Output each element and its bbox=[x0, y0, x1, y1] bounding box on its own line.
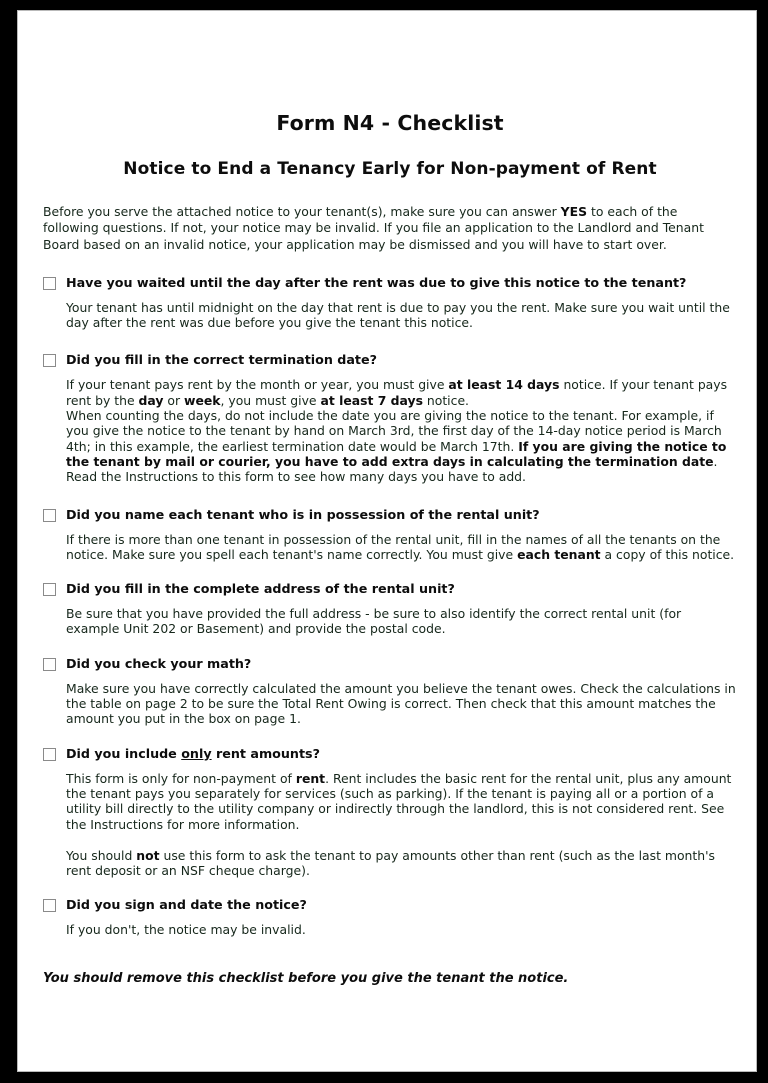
checklist-body-1 bbox=[66, 290, 737, 331]
text-run: a copy of this notice. bbox=[600, 546, 735, 562]
text-run: rent amounts? bbox=[211, 745, 320, 761]
document-content bbox=[43, 11, 737, 987]
checklist-item-sign-and-date[interactable] bbox=[43, 897, 737, 937]
checklist-body-paragraph bbox=[66, 367, 737, 408]
checklist-body-4 bbox=[66, 596, 737, 637]
checklist-body-paragraph: Make sure you have correctly calculated the amount you believe the tenant owes. Check the calculations in the table on page 2 to be sure the Total Rent Owing is correct. Then check that this amount matches the amount you put in the box on page 1. bbox=[66, 680, 736, 727]
text-run-bold: each tenant bbox=[517, 546, 601, 562]
checkbox-icon-item-4[interactable] bbox=[43, 583, 56, 596]
checkbox-icon-item-7[interactable] bbox=[43, 899, 56, 912]
intro-emphasis-yes: YES bbox=[560, 204, 588, 219]
checklist-body-paragraph bbox=[66, 761, 737, 832]
checklist-body-paragraph bbox=[66, 832, 737, 879]
text-run-bold: at least 7 days bbox=[320, 392, 423, 408]
checklist-item-name-each-tenant[interactable] bbox=[43, 507, 737, 563]
checklist-question-1: Have you waited until the day after the rent was due to give this notice to the tenant? bbox=[66, 274, 687, 290]
page-subtitle: Notice to End a Tenancy Early for Non-payment of Rent bbox=[123, 159, 657, 179]
checklist-item-complete-address[interactable] bbox=[43, 581, 737, 637]
checklist-item-correct-termination-date[interactable] bbox=[43, 352, 737, 484]
text-run: This form is only for non-payment of bbox=[66, 770, 296, 786]
text-run-underline: only bbox=[181, 745, 212, 761]
checklist-question-7: Did you sign and date the notice? bbox=[66, 897, 307, 913]
checklist-body-paragraph: If you don't, the notice may be invalid. bbox=[66, 922, 306, 938]
checkbox-icon-item-5[interactable] bbox=[43, 658, 56, 671]
text-run: Did you include bbox=[66, 745, 182, 761]
intro-text-part-1: Before you serve the attached notice to your tenant(s), make sure you can answer bbox=[43, 204, 561, 219]
checklist-question-4: Did you fill in the complete address of the rental unit? bbox=[66, 581, 455, 597]
checkbox-icon-item-3[interactable] bbox=[43, 509, 56, 522]
checklist-body-3 bbox=[66, 522, 737, 563]
text-run: , you must give bbox=[220, 392, 321, 408]
checklist-body-paragraph: Read the Instructions to this form to see how many days you have to add. bbox=[66, 469, 526, 485]
document-page bbox=[17, 10, 757, 1072]
checklist-question-2: Did you fill in the correct termination date? bbox=[66, 352, 377, 368]
checklist-body-paragraph: Your tenant has until midnight on the day that rent is due to pay you the rent. Make sure you wait until the day after the rent was due before you give the tenant this notice. bbox=[66, 299, 730, 331]
text-run: or bbox=[163, 392, 185, 408]
checkbox-icon-item-2[interactable] bbox=[43, 354, 56, 367]
intro-text-part-2: to each of the following questions. If not, your notice may be invalid. If you file an application to the Landlord and Tenant Board based on an invalid notice, your application may be dismissed and you will have to start over. bbox=[43, 204, 704, 252]
text-run-bold: day bbox=[138, 392, 164, 408]
checklist-body-paragraph bbox=[66, 408, 737, 469]
checklist bbox=[43, 275, 737, 938]
text-run: If there is more than one tenant in possession of the rental unit, fill in the names of all the tenants on the notice. Make sure you spell each tenant's name correctly. You must give bbox=[66, 531, 721, 562]
checklist-body-6 bbox=[66, 761, 737, 879]
text-run: use this form to ask the tenant to pay amounts other than rent (such as the last month's rent deposit or an NSF cheque charge). bbox=[66, 847, 715, 879]
text-run: . bbox=[713, 453, 718, 469]
checklist-body-2 bbox=[66, 367, 737, 484]
checkbox-icon-item-6[interactable] bbox=[43, 748, 56, 761]
closing-note: You should remove this checklist before you give the tenant the notice. bbox=[43, 970, 569, 986]
checklist-item-waited-day-after-rent-due[interactable] bbox=[43, 275, 737, 331]
text-run-bold: rent bbox=[295, 770, 326, 786]
text-run: If your tenant pays rent by the month or year, you must give bbox=[66, 377, 449, 393]
checklist-item-check-your-math[interactable] bbox=[43, 656, 737, 727]
text-run: . Rent includes the basic rent for the rental unit, plus any amount the tenant pays you separately for services (such as parking). If the tenant is paying all or a portion of a utility bill directly to the utility company or indirectly through the landlord, this is not considered rent. See the Instructions for more information. bbox=[66, 770, 732, 832]
text-run: notice. If your tenant pays rent by the bbox=[66, 377, 728, 408]
text-run-bold: not bbox=[136, 847, 160, 863]
page-title: Form N4 - Checklist bbox=[276, 111, 504, 135]
checklist-item-only-rent-amounts[interactable] bbox=[43, 746, 737, 879]
text-run: notice. bbox=[422, 392, 470, 408]
text-run-bold: at least 14 days bbox=[448, 377, 560, 393]
text-run-bold: If you are giving the notice to the tenant by mail or courier, you have to add extra days in calculating the termination date bbox=[66, 438, 727, 469]
checklist-body-paragraph bbox=[66, 522, 737, 563]
checklist-question-3: Did you name each tenant who is in possession of the rental unit? bbox=[66, 506, 540, 522]
text-run-bold: week bbox=[184, 392, 221, 408]
checkbox-icon-item-1[interactable] bbox=[43, 277, 56, 290]
checklist-question-5: Did you check your math? bbox=[66, 655, 252, 671]
intro-paragraph bbox=[43, 179, 737, 253]
checklist-body-5 bbox=[66, 671, 737, 727]
text-run: You should bbox=[66, 847, 137, 863]
checklist-question-6 bbox=[66, 746, 737, 761]
checklist-body-paragraph: Be sure that you have provided the full address - be sure to also identify the correct rental unit (for example Unit 202 or Basement) and provide the postal code. bbox=[66, 606, 682, 637]
text-run: When counting the days, do not include the date you are giving the notice to the tenant. For example, if you give the notice to the tenant by hand on March 3rd, the first day of the 14-day notice period is March 4th; in this example, the earliest termination date would be March 17th. bbox=[66, 408, 722, 454]
checklist-body-7 bbox=[66, 912, 737, 937]
